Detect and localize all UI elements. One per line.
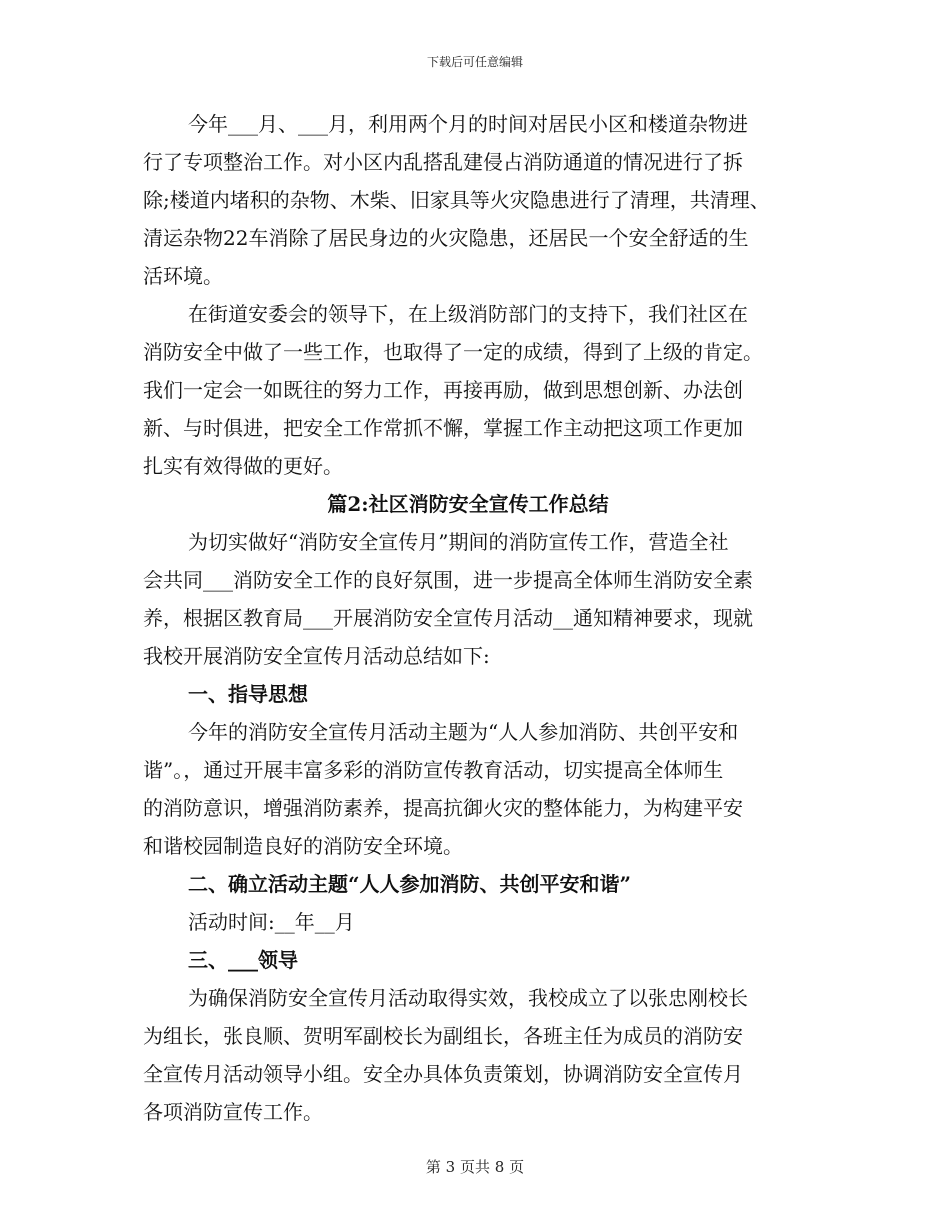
- paragraph-line: 扎实有效得做的更好。: [143, 454, 343, 478]
- paragraph-line: 活动时间:__年__月: [188, 910, 355, 934]
- paragraph-line: 今年的消防安全宣传月活动主题为“人人参加消防、共创平安和: [188, 720, 739, 744]
- paragraph-line: 我们一定会一如既往的努力工作，再接再励，做到思想创新、办法创: [143, 378, 743, 402]
- paragraph-line: 各项消防宣传工作。: [143, 1100, 323, 1124]
- paragraph-line: 消防安全中做了一些工作，也取得了一定的成绩，得到了上级的肯定。: [143, 340, 763, 364]
- paragraph-line: 为组长，张良顺、贺明军副校长为副组长，各班主任为成员的消防安: [143, 1024, 743, 1048]
- page-header: 下载后可任意编辑: [426, 55, 523, 69]
- paragraph-line: 行了专项整治工作。对小区内乱搭乱建侵占消防通道的情况进行了拆: [143, 150, 743, 174]
- subheading: 三、___领导: [188, 948, 298, 972]
- paragraph-line: 新、与时俱进，把安全工作常抓不懈，掌握工作主动把这项工作更加: [143, 416, 743, 440]
- subheading: 二、确立活动主题“人人参加消防、共创平安和谐”: [188, 872, 632, 896]
- document-body: [143, 105, 823, 1131]
- paragraph-line: 谐”。，通过开展丰富多彩的消防宣传教育活动，切实提高全体师生: [143, 758, 724, 782]
- paragraph-line: 在街道安委会的领导下，在上级消防部门的支持下，我们社区在: [188, 302, 748, 326]
- section-title: 篇2:社区消防安全宣传工作总结: [327, 492, 609, 516]
- paragraph-line: 今年___月、___月，利用两个月的时间对居民小区和楼道杂物进: [188, 112, 748, 136]
- page-footer: 第 3 页共 8 页: [425, 1158, 525, 1176]
- paragraph-line: 的消防意识，增强消防素养，提高抗御火灾的整体能力，为构建平安: [143, 796, 743, 820]
- paragraph-line: 为确保消防安全宣传月活动取得实效，我校成立了以张忠刚校长: [188, 986, 748, 1010]
- paragraph-line: 养，根据区教育局___开展消防安全宣传月活动__通知精神要求，现就: [143, 606, 753, 630]
- paragraph-line: 活环境。: [143, 264, 223, 288]
- subheading: 一、指导思想: [188, 682, 308, 706]
- paragraph-line: 我校开展消防安全宣传月活动总结如下:: [143, 644, 490, 668]
- paragraph-line: 清运杂物22车消除了居民身边的火灾隐患，还居民一个安全舒适的生: [143, 226, 749, 250]
- paragraph-line: 除;楼道内堵积的杂物、木柴、旧家具等火灾隐患进行了清理，共清理、: [143, 188, 770, 212]
- paragraph-line: 为切实做好“消防安全宣传月”期间的消防宣传工作，营造全社: [188, 530, 729, 554]
- paragraph-line: 和谐校园制造良好的消防安全环境。: [143, 834, 463, 858]
- paragraph-line: 会共同___消防安全工作的良好氛围，进一步提高全体师生消防安全素: [143, 568, 753, 592]
- paragraph-line: 全宣传月活动领导小组。安全办具体负责策划，协调消防安全宣传月: [143, 1062, 743, 1086]
